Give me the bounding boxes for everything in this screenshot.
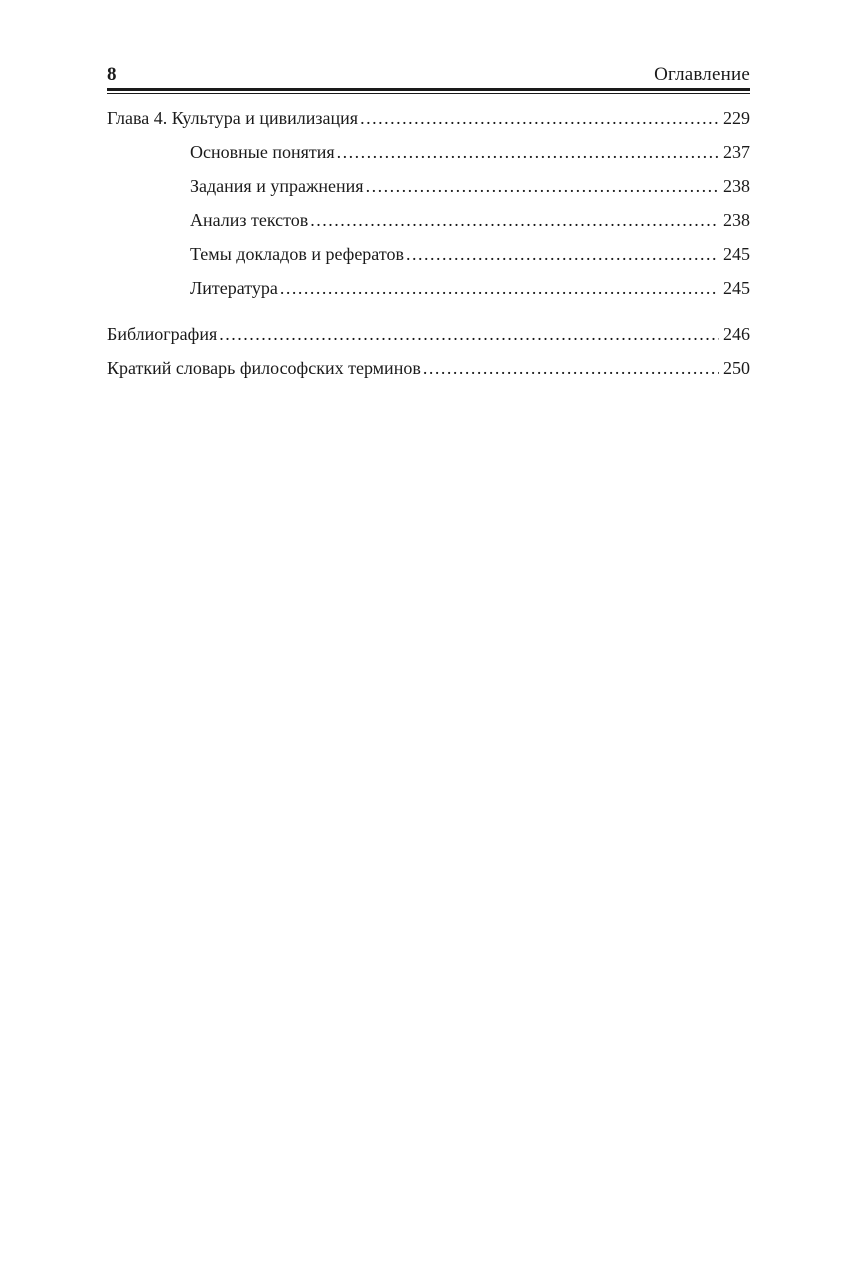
toc-entry-title: Литература [190,278,278,298]
page-number: 8 [107,64,117,85]
toc-entry-exercises [107,169,750,203]
toc-entry-page: 238 [723,210,750,230]
toc-entry-report-topics [107,237,750,271]
book-page [107,62,750,385]
running-head [107,62,750,88]
toc-entry-title: Анализ текстов [190,210,309,230]
toc-entry-title: Темы докладов и рефератов [190,244,404,264]
toc-entry-page: 229 [723,108,750,128]
dot-leader [423,351,719,385]
toc-entry-title: Глава 4. Культура и цивилизация [107,108,359,128]
toc-entry-glossary [107,351,750,385]
dot-leader [219,317,719,351]
toc-entry-text-analysis [107,203,750,237]
toc-entry-bibliography [107,317,750,351]
toc-entry-title: Краткий словарь философских терминов [107,358,421,378]
toc-entry-title: Основные понятия [190,142,335,162]
toc-entry-page: 246 [723,324,750,344]
dot-leader [366,169,719,203]
toc-entry-page: 245 [723,244,750,264]
section-name: Оглавление [654,64,750,85]
dot-leader [337,135,719,169]
toc-entry-page: 245 [723,278,750,298]
dot-leader [280,271,719,305]
toc-entry-literature [107,271,750,305]
toc-entry-page: 250 [723,358,750,378]
toc-entry-title: Задания и упражнения [190,176,364,196]
dot-leader [310,203,719,237]
toc-entry-title: Библиография [107,324,218,344]
dot-leader [360,101,719,135]
header-rule-thick [107,88,750,91]
toc-entry-page: 238 [723,176,750,196]
toc-entry-basic-concepts [107,135,750,169]
toc-entry-chapter-4 [107,101,750,135]
toc-entry-page: 237 [723,142,750,162]
header-rule-thin [107,93,750,94]
table-of-contents [107,101,750,385]
dot-leader [406,237,719,271]
